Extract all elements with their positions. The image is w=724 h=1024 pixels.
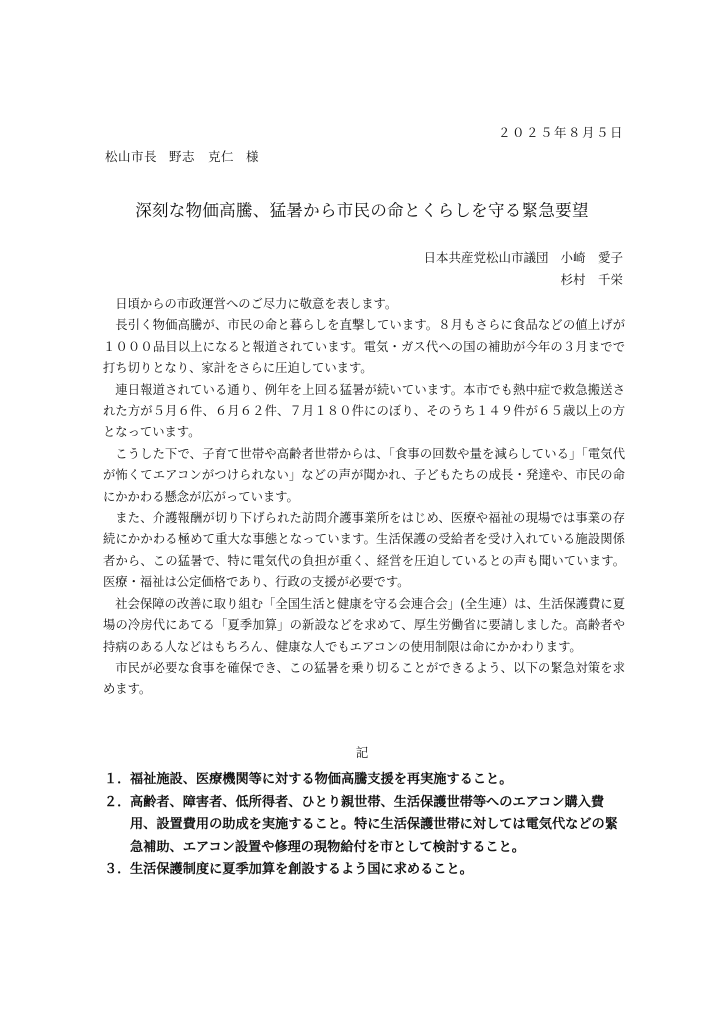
demand-text: 高齢者、障害者、低所得者、ひとり親世帯、生活保護世帯等へのエアコン購入費用、設置費用の助成を実施すること。特に生活保護世帯に対しては電気代などの緊急補助、エアコン設置や修理の現物給付を市として検討すること。 — [130, 794, 618, 855]
sender-org: 日本共産党松山市議団 — [423, 250, 549, 265]
body-paragraph: 連日報道されている通り、例年を上回る猛暑が続いています。本市でも熱中症で救急搬送された方が５月６件、６月６２件、７月１８０件にのぼり、そのうち１４９件が６５歳以上の方となっています。 — [103, 382, 625, 440]
demand-item — [104, 792, 626, 860]
sender-row-2 — [411, 269, 623, 291]
demand-list — [104, 769, 626, 882]
letter-date: ２０２５年８月５日 — [497, 125, 624, 140]
body-paragraph: 日頃からの市政運営へのご尽力に敬意を表します。 — [115, 297, 398, 311]
sender-block — [411, 247, 623, 291]
addressee-name: 野志 克仁 — [169, 149, 235, 164]
document-title: 深刻な物価高騰、猛暑から市民の命とくらしを守る緊急要望 — [135, 201, 589, 220]
body-paragraph: 社会保障の改善に取り組む「全国生活と健康を守る会連合会」(全生連）は、生活保護費に夏場の冷房代にあてる「夏季加算」の新設などを求めて、厚生労働省に要請しました。高齢者や持病のある人などはもちろん、健康な人でもエアコンの使用制限は命にかかわります。 — [103, 596, 625, 654]
sender-member-2: 杉村 千栄 — [560, 272, 623, 287]
body-paragraph: 市民が必要な食事を確保でき、この猛暑を乗り切ることができるよう、以下の緊急対策を求めます。 — [103, 660, 625, 697]
letter-body — [103, 294, 625, 701]
demand-text: 生活保護制度に夏季加算を創設するよう国に求めること。 — [130, 862, 473, 877]
demand-text: 福祉施設、医療機関等に対する物価高騰支援を再実施すること。 — [130, 772, 513, 787]
ki-heading: 記 — [355, 745, 369, 760]
demand-number: ２． — [104, 794, 131, 810]
demand-number: ３． — [104, 862, 131, 877]
body-paragraph: 長引く物価高騰が、市民の命と暮らしを直撃しています。８月もさらに食品などの値上げが１０００品目以上になると報道されています。電気・ガス代への国の補助が今年の３月までで打ち切りとなり、家計をさらに圧迫しています。 — [103, 318, 625, 376]
addressee-honorific: 様 — [246, 149, 260, 164]
addressee-title: 松山市長 — [105, 149, 158, 164]
demand-item — [104, 859, 626, 882]
sender-row-1 — [411, 247, 623, 269]
demand-item — [104, 769, 626, 792]
addressee — [105, 147, 271, 165]
sender-member-1: 小崎 愛子 — [560, 250, 623, 265]
body-paragraph: また、介護報酬が切り下げられた訪問介護事業所をはじめ、医療や福祉の現場では事業の存続にかかわる極めて重大な事態となっています。生活保護の受給者を受け入れている施設関係者から、この猛暑で、特に電気代の負担が重く、経営を圧迫しているとの声も聞いています。医療・福祉は公定価格であり、行政の支援が必要です。 — [103, 511, 625, 590]
body-paragraph: こうした下で、子育て世帯や高齢者世帯からは、「食事の回数や量を減らしている」「電気代が怖くてエアコンがつけられない」などの声が聞かれ、子どもたちの成長・発達や、市民の命にかかわる懸念が広がっています。 — [103, 446, 625, 504]
demand-number: １． — [104, 772, 131, 787]
